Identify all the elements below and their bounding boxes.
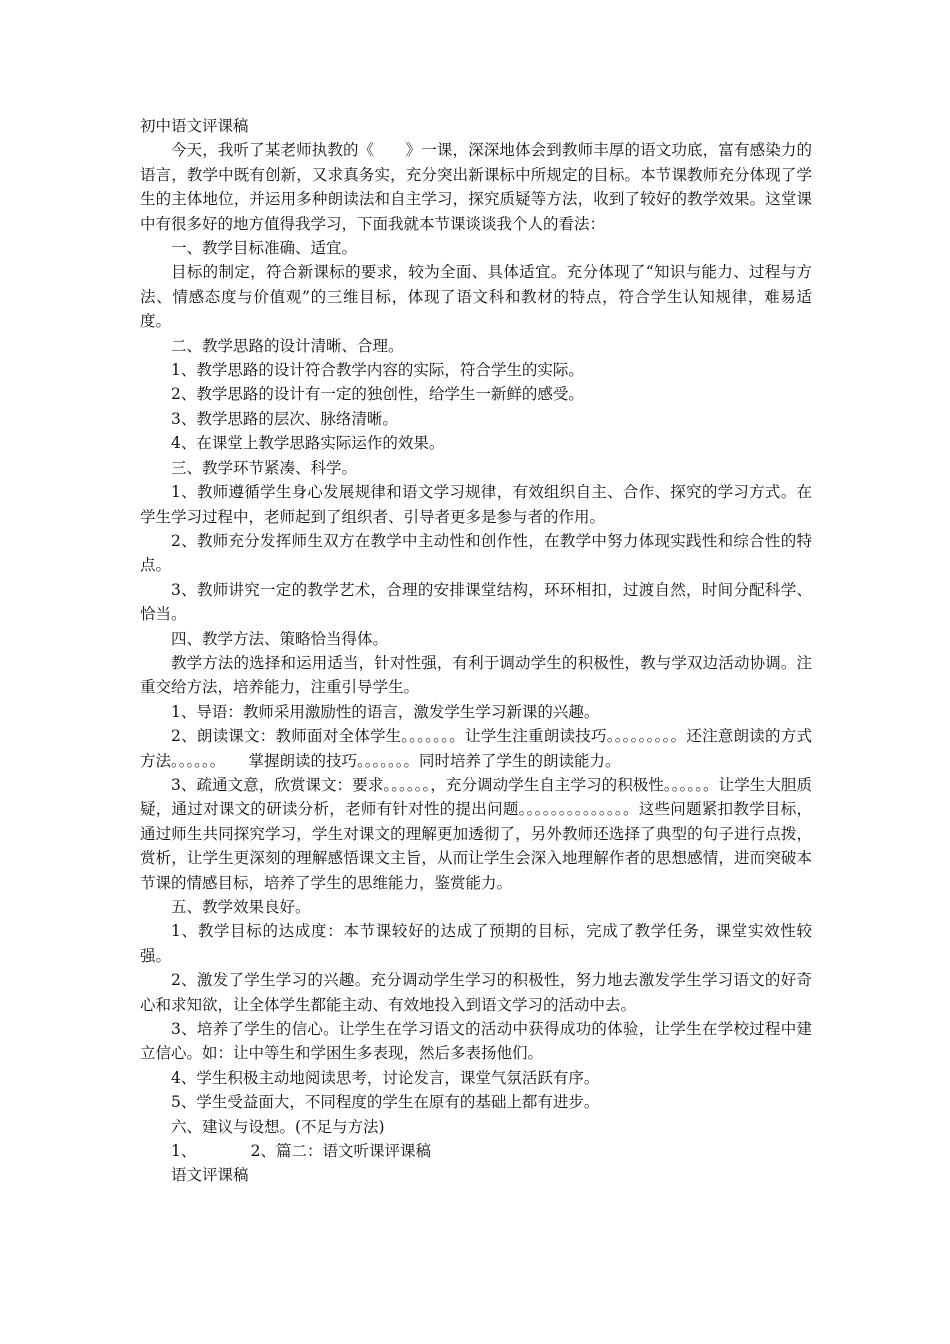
list-item: 4、学生积极主动地阅读思考，讨论发言，课堂气氛活跃有序。 [171, 1068, 600, 1087]
list-item: 1、导语：教师采用激励性的语言，激发学生学习新课的兴趣。 [171, 702, 600, 721]
section-heading-5: 五、教学效果良好。 [171, 898, 311, 916]
list-item: 3、教师讲究一定的教学艺术，合理的安排课堂结构，环环相扣，过渡自然，时间分配科学、恰当。 [140, 580, 812, 624]
paragraph: 教学方法的选择和运用适当，针对性强，有利于调动学生的积极性，教与学双边活动协调。注重交给方法，培养能力，注重引导学生。 [140, 653, 812, 697]
section-heading-2: 二、教学思路的设计清晰、合理。 [171, 336, 404, 355]
section-heading-1: 一、教学目标准确、适宜。 [171, 239, 358, 258]
list-item: 1、教师遵循学生身心发展规律和语文学习规律，有效组织自主、合作、探究的学习方式。在学生学习过程中，老师起到了组织者、引导者更多是参与者的作用。 [140, 483, 812, 526]
list-item: 4、在课堂上教学思路实际运作的效果。 [171, 434, 445, 453]
section-heading-3: 三、教学环节紧凑、科学。 [171, 458, 358, 477]
paragraph-intro: 今天，我听了某老师执教的《 》一课，深深地体会到教师丰厚的语文功底，富有感染力的语言，教学中既有创新，又求真务实，充分突出新课标中所规定的目标。本节课教师充分体现了学生的主体地位，并运用多种朗读法和自主学习，探究质疑等方法，收到了较好的教学效果。这堂课中有很多好的地方值得我学习，下面我就本节课谈谈我个人的看法： [140, 141, 812, 233]
section-heading-4: 四、教学方法、策略恰当得体。 [171, 629, 389, 648]
paragraph: 目标的制定，符合新课标的要求，较为全面、具体适宜。充分体现了“知识与能力、过程与方法、情感态度与价值观”的三维目标，体现了语文科和教材的特点，符合学生认知规律，难易适度。 [140, 263, 812, 331]
list-item: 3、教学思路的层次、脉络清晰。 [171, 409, 398, 428]
document-body [140, 114, 812, 1188]
section-heading-6: 六、建议与设想。(不足与方法) [171, 1117, 385, 1136]
list-item: 1、教学思路的设计符合教学内容的实际，符合学生的实际。 [171, 361, 584, 380]
list-item: 2、教师充分发挥师生双方在教学中主动性和创作性，在教学中努力体现实践性和综合性的特点。 [140, 531, 812, 575]
list-item: 5、学生受益面大，不同程度的学生在原有的基础上都有进步。 [171, 1093, 600, 1112]
list-item: 3、疏通文意，欣赏课文：要求。。。。。。，充分调动学生自主学习的积极性。。。。。。让学生大胆质疑，通过对课文的研读分析，老师有针对性的提出问题。。。。。。。。。。。。。。这些问题紧扣教学目标，通过师生共同探究学习，学生对课文的理解更加透彻了，另外教师还选择了典型的句子进行点拨，赏析，让学生更深刻的理解感悟课文主旨，从而让学生会深入地理解作者的思想感情，进而突破本节课的情感目标，培养了学生的思维能力，鉴赏能力。 [140, 775, 812, 892]
subheading: 语文评课稿 [171, 1166, 249, 1185]
list-item: 2、教学思路的设计有一定的独创性，给学生一新鲜的感受。 [171, 385, 584, 404]
document-title: 初中语文评课稿 [140, 117, 249, 135]
list-item: 2、朗读课文：教师面对全体学生。。。。。。。让学生注重朗读技巧。。。。。。。。。还注意朗读的方式方法。。。。。。 掌握朗读的技巧。。。。。。。同时培养了学生的朗读能力。 [140, 727, 812, 770]
list-item: 1、 2、篇二：语文听课评课稿 [171, 1142, 431, 1161]
list-item: 2、激发了学生学习的兴趣。充分调动学生学习的积极性，努力地去激发学生学习语文的好奇心和求知欲，让全体学生都能主动、有效地投入到语文学习的活动中去。 [140, 971, 812, 1014]
list-item: 1、教学目标的达成度：本节课较好的达成了预期的目标，完成了教学任务，课堂实效性较强。 [140, 922, 812, 965]
list-item: 3、培养了学生的信心。让学生在学习语文的活动中获得成功的体验，让学生在学校过程中建立信心。如：让中等生和学困生多表现，然后多表扬他们。 [140, 1020, 812, 1063]
